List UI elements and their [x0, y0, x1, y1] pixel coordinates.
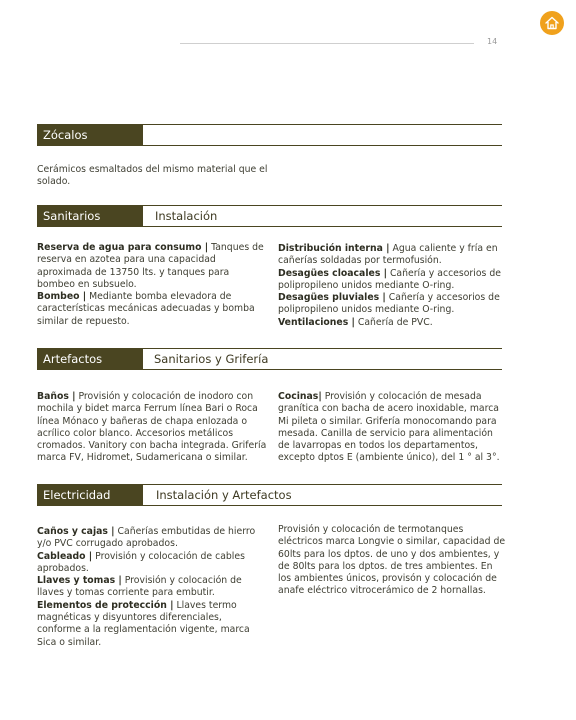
spec-text: Cañerías embutidas de hierro y/o PVC corrugado aprobados. — [37, 526, 256, 550]
spec-label: Ventilaciones | — [278, 316, 355, 328]
paragraph: Provisión y colocación de termotanques eléctricos marca Longvie o similar, capacidad de 60lts para los dptos. de uno y dos ambientes, y de 80lts para los dptos. de tres ambientes. En los ambientes únicos, provisón y colocación de anafe eléctrico vitrocerámico de 2 hornallas. — [278, 524, 506, 597]
section-header-sanitarios — [37, 205, 502, 227]
divider — [37, 369, 502, 370]
spec-text: Mediante bomba elevadora de características mecánicas adecuadas y bomba similar de repuesto. — [37, 291, 255, 327]
home-icon — [544, 15, 560, 31]
spec-label: Baños | — [37, 391, 76, 402]
spec-item — [37, 526, 267, 551]
section-header-electricidad — [37, 484, 502, 506]
spec-label: Reserva de agua para consumo | — [37, 242, 209, 253]
section-header-artefactos — [37, 348, 502, 370]
artefactos-right-column — [278, 391, 506, 465]
page-number: 14 — [487, 37, 498, 46]
spec-item — [37, 242, 265, 291]
spec-label: Desagües cloacales | — [278, 267, 387, 279]
home-button[interactable] — [540, 11, 564, 35]
spec-item — [278, 317, 504, 329]
spec-text: Cañería y accesorios de polipropileno unidos mediante O-ring. — [278, 292, 500, 316]
spec-text: Provisión y colocación de llaves y tomas corriente para embutir. — [37, 575, 242, 599]
electricidad-left-column — [37, 526, 267, 649]
spec-item — [37, 551, 267, 576]
spec-item — [278, 292, 504, 317]
spec-label: Desagües pluviales | — [278, 292, 386, 304]
spec-label: Cableado | — [37, 550, 93, 562]
divider — [37, 226, 502, 227]
paragraph: Cerámicos esmaltados del mismo material que el solado. — [37, 164, 268, 188]
section-title: Electricidad — [37, 484, 143, 506]
spec-text: Cañería de PVC. — [354, 316, 433, 328]
artefactos-left-column — [37, 391, 267, 465]
zocalos-text — [37, 164, 269, 189]
spec-item — [278, 391, 506, 465]
spec-text: Provisión y colocación de cables aprobados. — [37, 550, 245, 574]
spec-item — [278, 268, 504, 293]
spec-text: Tanques de reserva en azotea para una capacidad aproximada de 13750 lts. y tanques para bombeo en subsuelo. — [37, 242, 264, 290]
section-title: Sanitarios — [37, 205, 143, 227]
section-header-zocalos — [37, 124, 502, 146]
spec-item — [37, 291, 265, 328]
section-subtitle: Sanitarios y Grifería — [154, 352, 269, 366]
spec-text: Agua caliente y fría en cañerías soldadas por termofusión. — [278, 243, 498, 267]
spec-text: Llaves termo magnéticas y disyuntores diferenciales, conforme a la reglamentación vigente, marca Sica o similar. — [37, 599, 250, 648]
spec-label: Distribución interna | — [278, 243, 390, 254]
spec-item — [37, 600, 267, 649]
divider — [143, 124, 502, 125]
spec-text: Provisión y colocación de inodoro con mochila y bidet marca Ferrum línea Bari o Roca línea Mónaco y bañeras de chapa enlozada o acrílico color blanco. Accesorios metálicos cromados. Vanitory con bacha integrada. Grifería marca FV, Hidromet, Sudamericana o similar. — [37, 391, 267, 464]
spec-text: Provisión y colocación de mesada granítica con bacha de acero inoxidable, marca Mi pileta o similar. Grifería monocomando para mesada. Canilla de servicio para alimentación de lavarropas en todos los departamentos, excepto dptos E (ambiente único), del 1 ° al 3°. — [278, 391, 500, 464]
spec-label: Cocinas| — [278, 391, 322, 402]
spec-label: Llaves y tomas | — [37, 575, 122, 587]
section-subtitle: Instalación — [155, 209, 218, 223]
sanitarios-right-column — [278, 243, 504, 329]
divider — [37, 145, 502, 146]
section-title: Artefactos — [37, 348, 143, 370]
spec-label: Elementos de protección | — [37, 599, 174, 611]
section-subtitle: Instalación y Artefactos — [156, 488, 292, 502]
sanitarios-left-column — [37, 242, 265, 328]
section-title: Zócalos — [37, 124, 143, 146]
spec-item — [37, 575, 267, 600]
spec-text: Cañería y accesorios de polipropileno unidos mediante O-ring. — [278, 267, 501, 291]
spec-label: Caños y cajas | — [37, 526, 115, 537]
electricidad-right-column — [278, 524, 506, 598]
header-rule — [180, 43, 474, 44]
spec-item — [278, 243, 504, 268]
spec-item — [37, 391, 267, 465]
spec-label: Bombeo | — [37, 291, 87, 303]
